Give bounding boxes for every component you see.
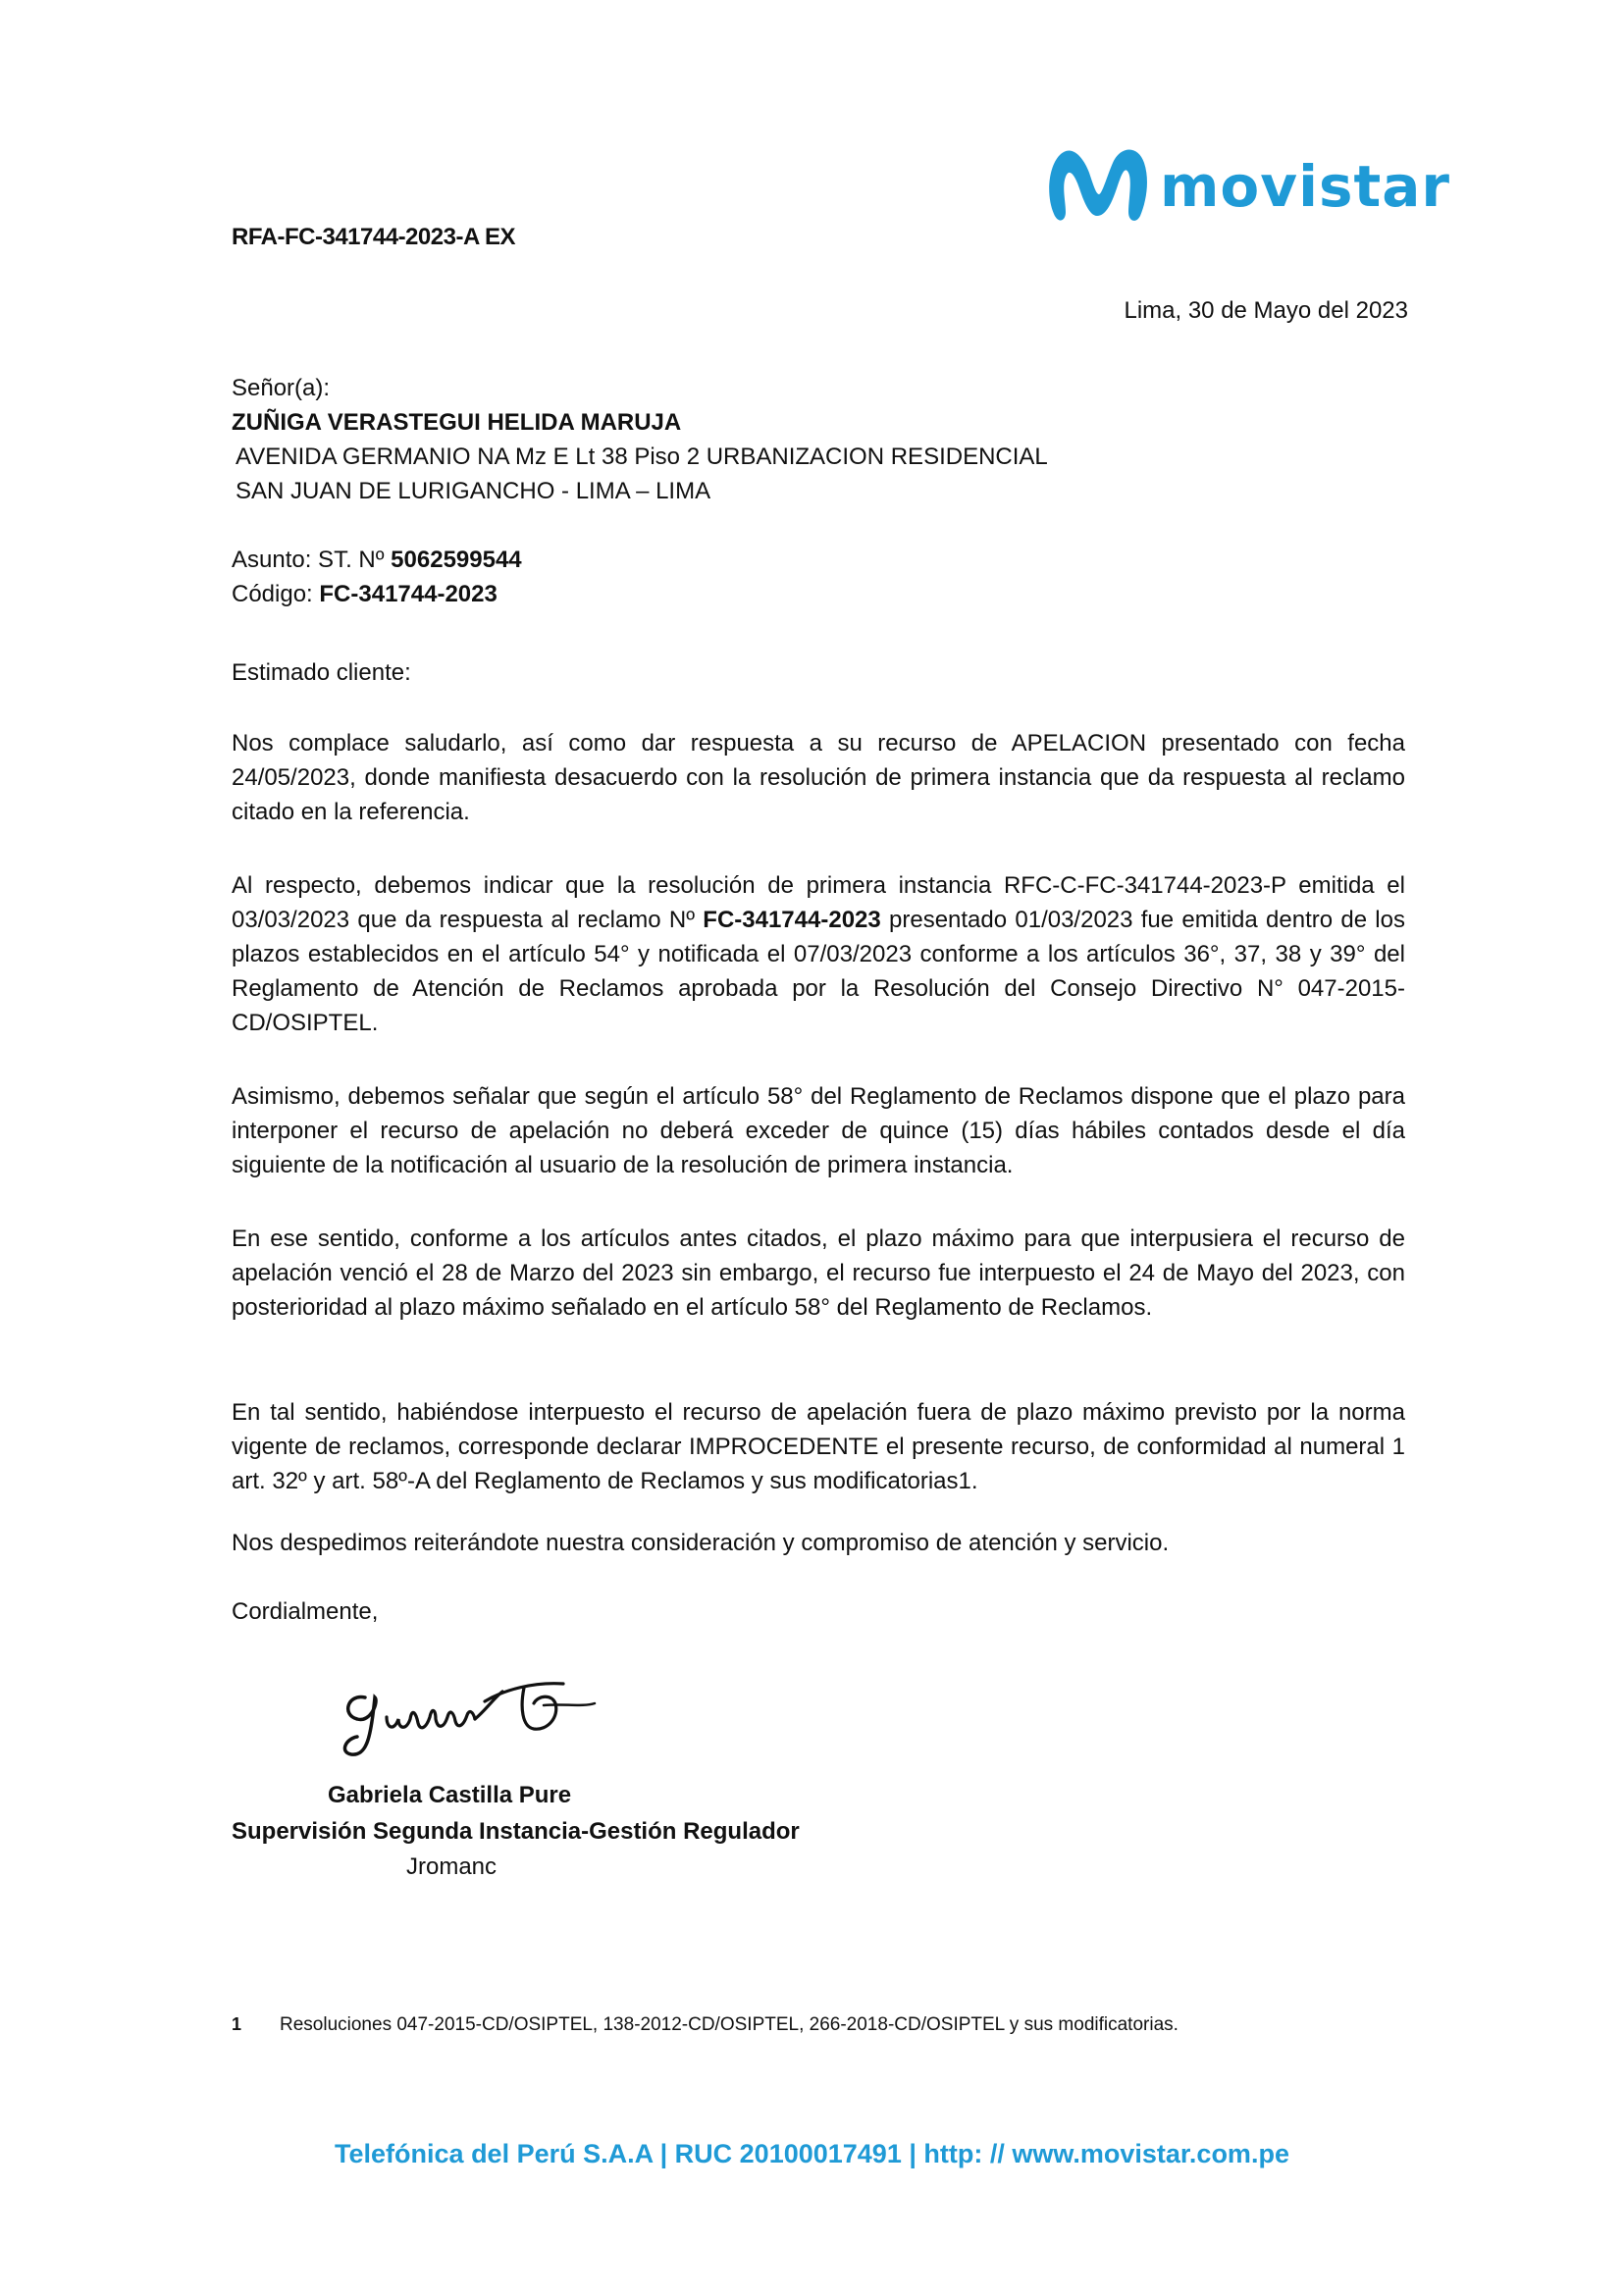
signer-name: Gabriela Castilla Pure (328, 1782, 572, 1808)
p2-text-a: Al respecto, debemos indicar que la resolución de primera instancia RFC-C-FC-341744-2023-P emitida el 03/03/2023 que da respuesta al reclamo Nº (232, 872, 1405, 933)
paragraph-2 (232, 868, 1405, 1040)
paragraph-5: En tal sentido, habiéndose interpuesto el recurso de apelación fuera de plazo máximo previsto por la norma vigente de reclamos, corresponde declarar IMPROCEDENTE el presente recurso, de conformidad al numeral 1 art. 32º y art. 58º-A del Reglamento de Reclamos y sus modificatorias1. (232, 1399, 1405, 1494)
paragraph-3: Asimismo, debemos señalar que según el artículo 58° del Reglamento de Reclamos dispone que el plazo para interponer el recurso de apelación no deberá exceder de quince (15) días hábiles contados desde el día siguiente de la notificación al usuario de la resolución de primera instancia. (232, 1083, 1405, 1178)
greeting: Estimado cliente: (232, 659, 411, 686)
codigo-line (232, 577, 522, 611)
closing: Cordialmente, (232, 1598, 379, 1625)
p2-text-c: presentado 01/03/2023 fue emitida dentro de los plazos establecidos en el artículo 54° y notificada el 07/03/2023 conforme a los artículos 36°, 37, 38 y 39° del Reglamento de Atención de Reclamos aprobada por la Resolución del Consejo Directivo N° 047-2015-CD/OSIPTEL. (232, 907, 1405, 1036)
codigo-value: FC-341744-2023 (319, 581, 498, 607)
page-footer: Telefónica del Perú S.A.A | RUC 20100017491 | http: // www.movistar.com.pe (335, 2139, 1289, 2168)
p2-claim-number: FC-341744-2023 (703, 907, 881, 933)
asunto-label: Asunto: ST. Nº (232, 547, 392, 573)
salutation: Señor(a): (232, 375, 331, 401)
asunto-line (232, 543, 522, 577)
paragraph-6: Nos despedimos reiterándote nuestra consideración y compromiso de atención y servicio. (232, 1530, 1170, 1556)
address-line-1: AVENIDA GERMANIO NA Mz E Lt 38 Piso 2 URBANIZACION RESIDENCIAL (236, 444, 1048, 470)
handwritten-signature (338, 1668, 632, 1766)
recipient-name: ZUÑIGA VERASTEGUI HELIDA MARUJA (232, 409, 682, 436)
footnote-number: 1 (232, 2014, 242, 2034)
footnote-text: Resoluciones 047-2015-CD/OSIPTEL, 138-2012-CD/OSIPTEL, 266-2018-CD/OSIPTEL y sus modificatorias. (280, 2014, 1179, 2035)
signer-role: Supervisión Segunda Instancia-Gestión Regulador (232, 1818, 800, 1845)
subject-block (232, 543, 522, 611)
paragraph-4: En ese sentido, conforme a los artículos antes citados, el plazo máximo para que interpusiera el recurso de apelación venció el 28 de Marzo del 2023 sin embargo, el recurso fue interpuesto el 24 de Mayo del 2023, con posterioridad al plazo máximo señalado en el artículo 58° del Reglamento de Reclamos. (232, 1226, 1405, 1321)
asunto-value: 5062599544 (391, 547, 522, 573)
date-line: Lima, 30 de Mayo del 2023 (1124, 297, 1408, 324)
address-line-2: SAN JUAN DE LURIGANCHO - LIMA – LIMA (236, 478, 711, 504)
recipient-block (232, 371, 1048, 508)
paragraph-1: Nos complace saludarlo, así como dar respuesta a su recurso de APELACION presentado con fecha 24/05/2023, donde manifiesta desacuerdo con la resolución de primera instancia que da respuesta al reclamo citado en la referencia. (232, 730, 1405, 825)
movistar-m-icon (1042, 137, 1150, 226)
signer-initials: Jromanc (406, 1853, 498, 1880)
brand-wordmark: movistar (1160, 153, 1450, 220)
codigo-label: Código: (232, 581, 320, 607)
movistar-logo (1042, 137, 1450, 235)
document-reference: RFA-FC-341744-2023-A EX (232, 224, 516, 250)
